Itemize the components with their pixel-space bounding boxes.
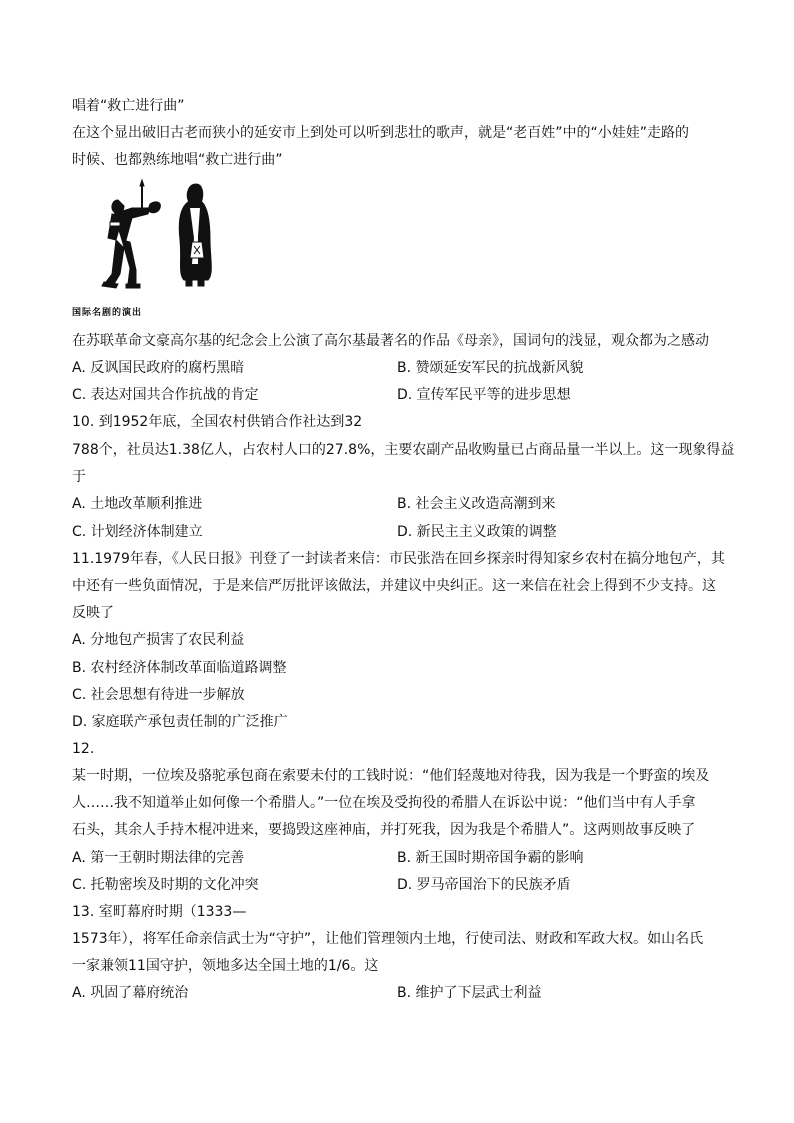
q13-stem: 一家兼领11国守护，领地多达全国土地的1/6。这 <box>72 958 379 974</box>
q9-material-line: 时候、也都熟练地唱“救亡进行曲” <box>72 152 283 168</box>
q11-stem: 中还有一些负面情况，于是来信严厉批评该做法，并建议中央纠正。这一来信在社会上得到不少支持。这 <box>72 578 716 594</box>
q11-option-a[interactable]: A. 分地包产损害了农民利益 <box>72 632 245 648</box>
q12-stem: 某一时期，一位埃及骆驼承包商在索要未付的工钱时说：“他们轻蔑地对待我，因为我是一个野蛮的埃及 <box>72 768 710 784</box>
q12-number: 12. <box>72 741 95 757</box>
q10-stem: 于 <box>72 469 86 485</box>
q9-option-d[interactable]: D. 宣传军民平等的进步思想 <box>397 387 571 403</box>
figure-caption: 国际名剧的演出 <box>72 308 143 318</box>
q13-option-a[interactable]: A. 巩固了幕府统治 <box>72 985 189 1001</box>
q10-option-d[interactable]: D. 新民主主义政策的调整 <box>397 524 557 540</box>
q12-option-b[interactable]: B. 新王国时期帝国争霸的影响 <box>397 850 584 866</box>
q11-stem: 反映了 <box>72 605 114 621</box>
q12-option-d[interactable]: D. 罗马帝国治下的民族矛盾 <box>397 877 571 893</box>
left-figure <box>102 180 160 288</box>
q9-material-line: 在这个显出破旧古老而狭小的延安市上到处可以听到悲壮的歌声，就是“老百姓”中的“小娃娃”走路的 <box>72 125 690 141</box>
q13-stem: 13. 室町幕府时期（1333— <box>72 904 247 920</box>
q12-stem: 石头，其余人手持木棍冲进来，要捣毁这座神庙，并打死我，因为我是个希腊人”。这两则故事反映了 <box>72 822 696 838</box>
q10-option-c[interactable]: C. 计划经济体制建立 <box>72 524 203 540</box>
q10-option-a[interactable]: A. 土地改革顺利推进 <box>72 496 203 512</box>
q10-stem: 788个，社员达1.38亿人，占农村人口的27.8%，主要农副产品收购量已占商品量一半以上。这一现象得益 <box>72 442 735 458</box>
q12-option-c[interactable]: C. 托勒密埃及时期的文化冲突 <box>72 877 259 893</box>
q10-stem: 10. 到1952年底，全国农村供销合作社达到32 <box>72 414 363 430</box>
q9-option-c[interactable]: C. 表达对国共合作抗战的肯定 <box>72 387 259 403</box>
q9-material-line: 在苏联革命文豪高尔基的纪念会上公演了高尔基最著名的作品《母亲》，国词句的浅显，观众都为之感动 <box>72 333 709 349</box>
q11-option-b[interactable]: B. 农村经济体制改革面临道路调整 <box>72 660 287 676</box>
q9-material-title: 唱着“救亡进行曲” <box>72 98 185 114</box>
q11-option-d[interactable]: D. 家庭联产承包责任制的广泛推广 <box>72 714 288 730</box>
right-figure <box>179 184 211 286</box>
q11-option-c[interactable]: C. 社会思想有待进一步解放 <box>72 687 245 703</box>
q13-option-b[interactable]: B. 维护了下层武士利益 <box>397 985 542 1001</box>
q9-option-b[interactable]: B. 赞颂延安军民的抗战新风貌 <box>397 360 584 376</box>
q12-stem: 人……我不知道举止如何像一个希腊人。”一位在埃及受拘役的希腊人在诉讼中说：“他们当中有人手拿 <box>72 795 696 811</box>
woodcut-illustration <box>92 178 232 298</box>
q12-option-a[interactable]: A. 第一王朝时期法律的完善 <box>72 850 245 866</box>
q10-option-b[interactable]: B. 社会主义改造高潮到来 <box>397 496 556 512</box>
q13-stem: 1573年），将军任命亲信武士为“守护”，让他们管理领内土地，行使司法、财政和军政大权。如山名氏 <box>72 931 704 947</box>
q11-stem: 11.1979年春，《人民日报》刊登了一封读者来信：市民张浩在回乡探亲时得知家乡农村在搞分地包产，其 <box>72 551 725 567</box>
q9-option-a[interactable]: A. 反讽国民政府的腐朽黑暗 <box>72 360 245 376</box>
